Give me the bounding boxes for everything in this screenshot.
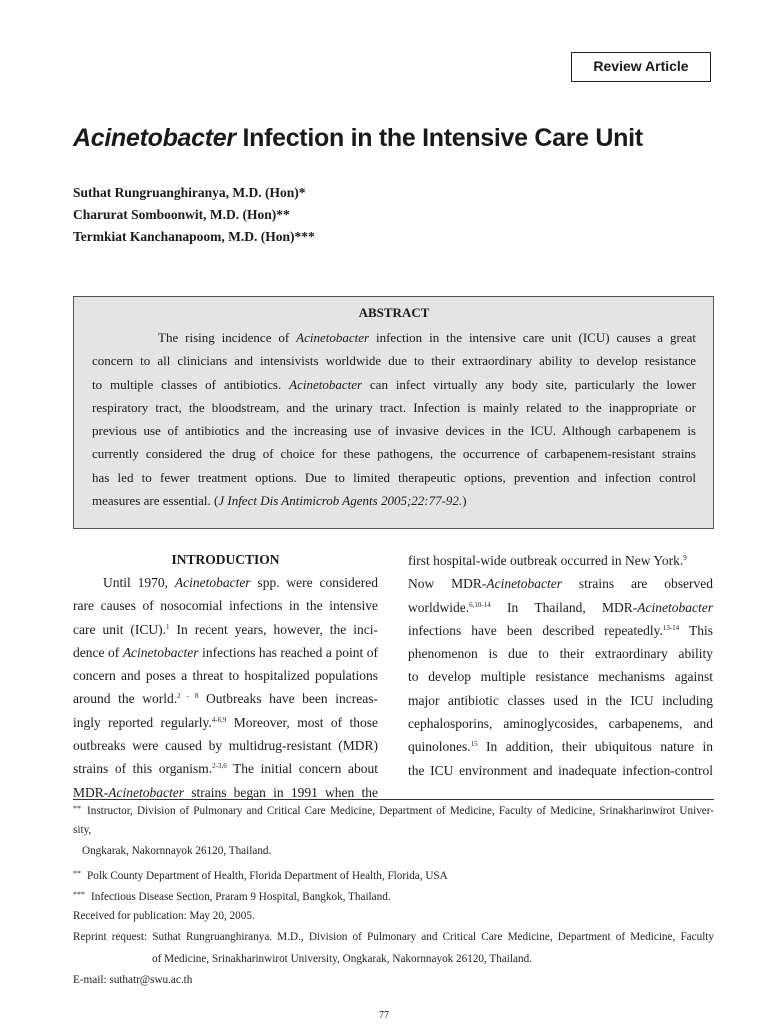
body-line: cephalosporins, aminoglycosides, carbapenems, and <box>408 716 713 732</box>
body-line: dence of Acinetobacter infections has reached a point of <box>73 644 378 660</box>
author-3: Termkiat Kanchanapoom, M.D. (Hon)*** <box>73 229 315 244</box>
title-italic: Acinetobacter <box>73 124 236 152</box>
body-line: major antibiotic classes used in the ICU including <box>408 692 713 708</box>
body-line: strains of this organism.$^{2-3,6}$ The initial concern about <box>73 761 378 777</box>
abstract-line: currently considered the drug of choice for these pathogens, the occurrence of carbapenem-resistant strains <box>92 446 696 462</box>
abstract-line: previous use of antibiotics and the increasing use of invasive devices in the ICU. Although carbapenem is <box>92 423 696 439</box>
footnote-affiliation-2: ** Polk County Department of Health, Florida Department of Health, Florida, USA <box>73 868 448 882</box>
body-line: to develop multiple resistance mechanisms against <box>408 669 713 685</box>
author-list <box>73 182 673 248</box>
abstract-line: to multiple classes of antibiotics. Acinetobacter can infect virtually any body site, particularly the lower <box>92 376 696 392</box>
received-date: Received for publication: May 20, 2005. <box>73 909 255 922</box>
reprint-request: Reprint request: Suthat Rungruanghiranya. M.D., Division of Pulmonary and Critical Care Medicine, Department of Medicine, Faculty <box>73 931 714 943</box>
body-line: worldwide.$^{6,10-14}$ In Thailand, MDR-Acinetobacter <box>408 599 713 615</box>
intro-left-column <box>73 549 378 804</box>
body-line: concern and poses a threat to hospitalized populations <box>73 668 378 684</box>
footnotes <box>73 798 714 992</box>
footnote-continuation: sity, <box>73 823 92 836</box>
footnote-continuation: Ongkarak, Nakornnayok 26120, Thailand. <box>82 845 272 857</box>
body-line: quinolones.$^{15}$ In addition, their ubiquitous nature in <box>408 739 713 755</box>
footnote-affiliation-1: ** Instructor, Division of Pulmonary and Critical Care Medicine, Department of Medicine, Faculty of Medicine, Srinakharinwirot Univer- <box>73 804 714 817</box>
abstract-box <box>73 296 714 529</box>
footnote-affiliation-3: *** Infectious Disease Section, Praram 9 Hospital, Bangkok, Thailand. <box>73 890 391 903</box>
body-line: around the world.$^{2 - 8}$ Outbreaks have been increas- <box>73 691 378 707</box>
article-title <box>73 120 723 156</box>
abstract-line: concern to all clinicians and intensivists worldwide due to their extraordinary ability to develop resistance <box>92 353 696 369</box>
author-2: Charurat Somboonwit, M.D. (Hon)** <box>73 207 290 222</box>
abstract-line: The rising incidence of Acinetobacter infection in the intensive care unit (ICU) causes a great <box>158 330 696 345</box>
body-line: infections have been described repeatedly.$^{13-14}$ This <box>408 622 713 638</box>
contact-email: E-mail: suthatr@swu.ac.th <box>73 974 193 986</box>
body-line: MDR-Acinetobacter strains began in 1991 when the <box>73 784 378 800</box>
reprint-request-continuation: of Medicine, Srinakharinwirot University, Ongkarak, Nakornnayok 26120, Thailand. <box>152 952 532 965</box>
body-line: ingly reported regularly.$^{4-6,9}$ Moreover, most of those <box>73 714 378 730</box>
abstract-heading: ABSTRACT <box>358 305 430 320</box>
body-line: the ICU environment and inadequate infection-control <box>408 762 713 778</box>
article-type-badge: Review Article <box>571 52 711 82</box>
body-line: outbreaks were caused by multidrug-resistant (MDR) <box>73 738 378 754</box>
body-line: Until 1970, Acinetobacter spp. were considered <box>103 575 378 590</box>
page-number: 77 <box>379 1010 389 1021</box>
body-line: phenomenon is due to their extraordinary ability <box>408 646 713 662</box>
abstract-line: respiratory tract, the bloodstream, and the urinary tract. Infection is mainly related to the inappropriate or <box>92 399 696 415</box>
author-1: Suthat Rungruanghiranya, M.D. (Hon)* <box>73 185 306 200</box>
abstract-line: has led to fewer treatment options. Due to limited therapeutic options, prevention and infection control <box>92 469 696 485</box>
body-line: care unit (ICU).$^1$ In recent years, however, the inci- <box>73 621 379 637</box>
intro-heading: INTRODUCTION <box>171 552 280 567</box>
title-rest: Infection in the Intensive Care Unit <box>235 124 643 152</box>
body-line: rare causes of nosocomial infections in the intensive <box>73 598 378 614</box>
body-line: Now MDR-Acinetobacter strains are observed <box>408 576 713 592</box>
abstract-line: measures are essential. (J Infect Dis Antimicrob Agents 2005;22:77-92.) <box>92 493 467 509</box>
intro-right-column <box>408 549 713 782</box>
body-line: first hospital-wide outbreak occurred in New York.$^9$ <box>408 553 687 568</box>
